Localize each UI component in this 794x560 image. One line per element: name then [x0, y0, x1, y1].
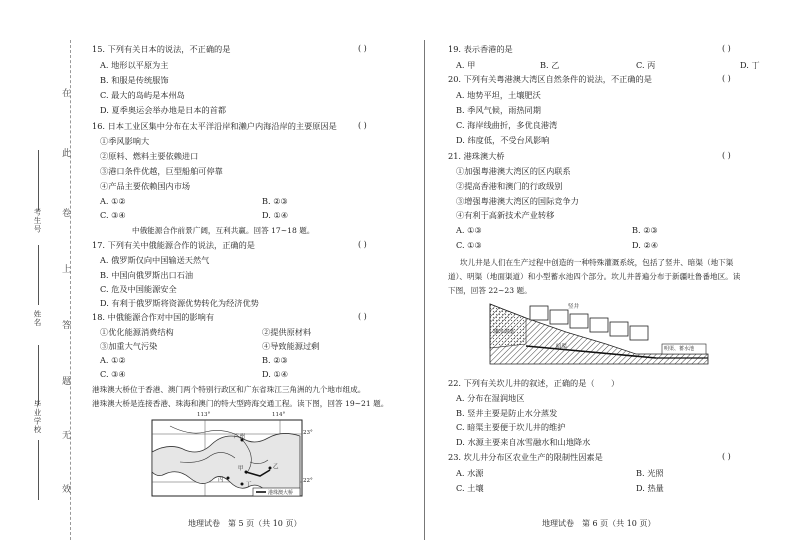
q20-option-b: B. 季风气候，雨热同期	[456, 105, 541, 115]
q17-answer-paren: ( )	[358, 240, 367, 249]
map-place-label: 丙	[218, 477, 224, 483]
q19-option-c: C. 丙	[636, 60, 656, 70]
map-latitude-label: 22°	[303, 478, 313, 484]
name-label: 姓名	[33, 310, 42, 327]
q19-option-a: A. 甲	[456, 60, 476, 70]
q18-option-c: C. ③④	[100, 369, 126, 379]
q23-answer-paren: ( )	[722, 452, 731, 461]
diagram-label-open-channel: 明渠、蓄水池	[664, 346, 695, 352]
map-longitude-label: 114°	[272, 412, 286, 418]
seal-line	[70, 40, 71, 540]
q16-option-c: C. ③④	[100, 210, 126, 220]
q23-stem: 23. 坎儿井分布区农业生产的限制性因素是	[448, 452, 603, 462]
q22-option-d: D. 水源主要来自冰雪融水和山地降水	[456, 437, 591, 447]
q18-option-b: B. ②③	[262, 355, 288, 365]
seal-char: 无	[62, 431, 72, 441]
q17-stem: 17. 下列有关中俄能源合作的说法，正确的是	[92, 240, 255, 250]
q15-option-b: B. 和服是传统服饰	[100, 75, 169, 85]
seal-char: 此	[62, 149, 72, 159]
q18-item-2: ②提供原材料	[262, 327, 312, 337]
map-place-label: 广州	[234, 434, 246, 440]
q15-answer-paren: ( )	[358, 44, 367, 53]
q16-item-4: ④产品主要依赖国内市场	[100, 181, 191, 191]
q19-answer-paren: ( )	[722, 44, 731, 53]
q21-option-a: A. ①③	[456, 225, 482, 235]
q20-answer-paren: ( )	[722, 74, 731, 83]
intro-22-23-line1: 坎儿井是人们在生产过程中创造的一种特殊灌溉系统，包括了竖井、暗渠（地下渠	[460, 258, 734, 267]
q21-option-c: C. ①③	[456, 240, 482, 250]
q23-option-c: C. 土壤	[456, 483, 484, 493]
diagram-label-shaft: 竖井	[568, 304, 580, 310]
q17-option-a: A. 俄罗斯仅向中国输送天然气	[100, 255, 210, 265]
q16-option-d: D. ①④	[262, 210, 289, 220]
right-page-footer: 地理试卷 第 6 页（共 10 页）	[542, 519, 656, 528]
q16-answer-paren: ( )	[358, 121, 367, 130]
q22-option-c: C. 暗渠主要便于坎儿井的维护	[456, 422, 566, 432]
q16-item-3: ③港口条件优越，巨型船舶可停靠	[100, 166, 223, 176]
q15-option-c: C. 最大的岛屿是本州岛	[100, 90, 185, 100]
seal-char: 上	[62, 265, 72, 275]
seal-char: 卷	[62, 209, 72, 219]
q19-stem: 19. 表示香港的是	[448, 44, 513, 54]
q18-option-a: A. ①②	[100, 355, 126, 365]
intro-17-18: 中俄能源合作前景广阔，互利共赢。回答 17~18 题。	[132, 226, 315, 235]
q20-option-c: C. 海岸线曲折，多优良港湾	[456, 120, 558, 130]
q18-stem: 18. 中俄能源合作对中国的影响有	[92, 312, 215, 322]
q20-option-d: D. 纬度低，不受台风影响	[456, 135, 550, 145]
q16-item-2: ②原料、燃料主要依赖进口	[100, 151, 199, 161]
map-latitude-label: 23°	[303, 430, 313, 436]
q21-option-d: D. ②④	[632, 240, 659, 250]
left-page-footer: 地理试卷 第 5 页（共 10 页）	[188, 519, 302, 528]
q19-option-d: D. 丁	[740, 60, 760, 70]
q21-item-3: ③增强粤港澳大湾区的国际竞争力	[456, 196, 579, 206]
diagram-label-underground-channel: 暗渠	[556, 344, 568, 350]
q17-option-d: D. 有利于俄罗斯将资源优势转化为经济优势	[100, 298, 259, 308]
diagram-label-meltwater: 融水渗透	[494, 329, 515, 335]
q18-answer-paren: ( )	[358, 312, 367, 321]
seal-char: 答	[62, 321, 72, 331]
q22-stem: 22. 下列有关坎儿井的叙述，正确的是（ ）	[448, 378, 620, 388]
map-place-label: 丁	[246, 482, 252, 488]
q18-item-4: ④导致能源过剩	[262, 341, 320, 351]
q18-option-d: D. ①④	[262, 369, 289, 379]
intro-19-21-line2: 港珠澳大桥是连接香港、珠海和澳门的特大型跨海交通工程。读下图，回答 19~21 题。	[92, 399, 389, 408]
q20-stem: 20. 下列有关粤港澳大湾区自然条件的说法，不正确的是	[448, 74, 652, 84]
q23-option-b: B. 光照	[636, 468, 664, 478]
map-graphic	[150, 412, 310, 500]
q16-stem: 16. 日本工业区集中分布在太平洋沿岸和濑户内海沿岸的主要原因是	[92, 121, 337, 131]
intro-19-21-line1: 港珠澳大桥位于香港、澳门两个特别行政区和广东省珠江三角洲的九个地市组成。	[92, 385, 366, 394]
map-place-label: 乙	[273, 464, 279, 470]
q21-item-2: ②提高香港和澳门的行政级别	[456, 181, 563, 191]
map-longitude-label: 113°	[197, 412, 211, 418]
q19-option-b: B. 乙	[540, 60, 560, 70]
q22-option-a: A. 分布在湿润地区	[456, 393, 525, 403]
q17-option-c: C. 危及中国能源安全	[100, 284, 177, 294]
q16-option-b: B. ②③	[262, 196, 288, 206]
q22-option-b: B. 竖井主要是防止水分蒸发	[456, 408, 558, 418]
page-divider	[424, 40, 425, 540]
q21-option-b: B. ②③	[632, 225, 658, 235]
seal-char: 效	[62, 485, 72, 495]
seal-char: 在	[62, 89, 72, 99]
examinee-number-label: 考生号	[33, 208, 42, 234]
q21-answer-paren: ( )	[722, 151, 731, 160]
q23-option-d: D. 热量	[636, 483, 664, 493]
q20-option-a: A. 地势平坦，土壤肥沃	[456, 90, 541, 100]
intro-22-23-line2: 道）、明渠（地面渠道）和小型蓄水池四个部分。坎儿井普遍分布于新疆吐鲁番地区。读	[448, 272, 741, 281]
seal-char: 题	[62, 377, 72, 387]
map-place-label: 甲	[238, 466, 244, 472]
q21-stem: 21. 港珠澳大桥	[448, 151, 505, 161]
q16-option-a: A. ①②	[100, 196, 126, 206]
school-label: 毕业学校	[33, 400, 42, 434]
margin-line	[38, 440, 39, 500]
margin-line	[38, 245, 39, 305]
q17-option-b: B. 中国向俄罗斯出口石油	[100, 270, 194, 280]
pearl-river-delta-map	[150, 412, 313, 500]
intro-22-23-line3: 下图，回答 22~23 题。	[448, 286, 532, 295]
karez-diagram	[486, 298, 712, 370]
q15-option-a: A. 地形以平原为主	[100, 60, 169, 70]
q15-stem: 15. 下列有关日本的说法，不正确的是	[92, 44, 231, 54]
map-legend-label: 港珠澳大桥	[268, 490, 294, 496]
q21-item-1: ①加强粤港澳大湾区的区内联系	[456, 166, 571, 176]
q21-item-4: ④有利于高新技术产业转移	[456, 210, 555, 220]
q15-option-d: D. 夏季奥运会举办地是日本的首都	[100, 105, 227, 115]
margin-line	[38, 345, 39, 405]
q18-item-3: ③加重大气污染	[100, 341, 158, 351]
q23-option-a: A. 水源	[456, 468, 484, 478]
q16-item-1: ①季风影响大	[100, 136, 150, 146]
margin-line	[38, 150, 39, 210]
karez-graphic	[486, 298, 712, 370]
q18-item-1: ①优化能源消费结构	[100, 327, 174, 337]
